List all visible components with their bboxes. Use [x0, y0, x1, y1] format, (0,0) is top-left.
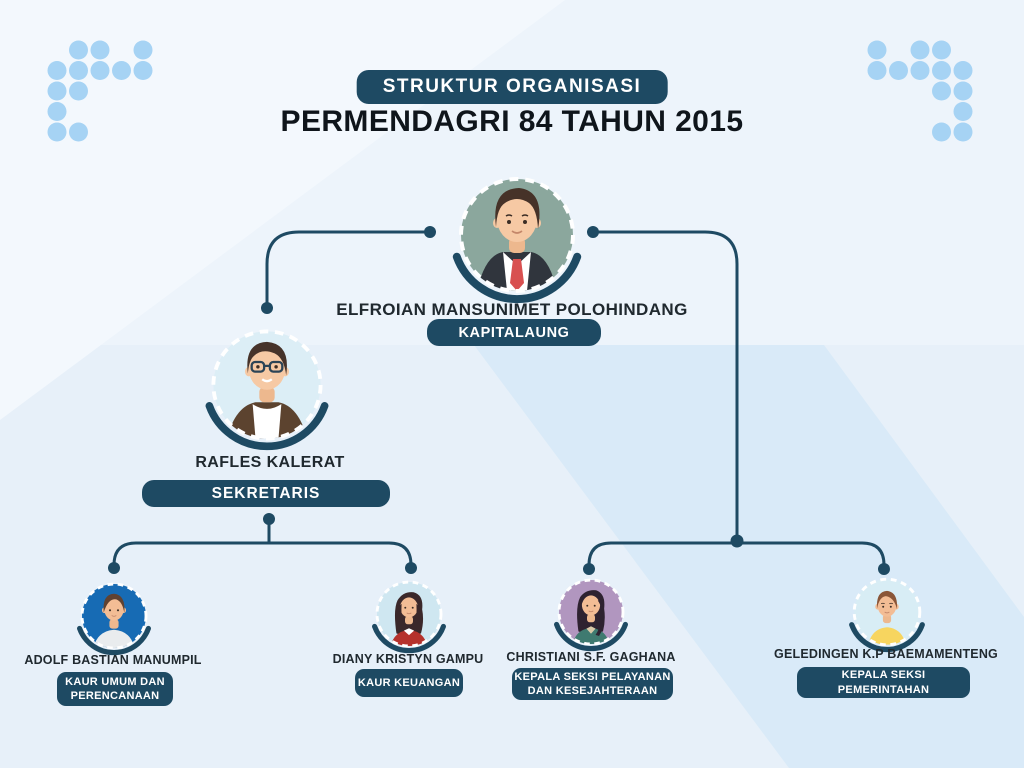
- role-badge-kapitalaung: KAPITALAUNG: [427, 319, 601, 346]
- role-badge-kaur-umum: KAUR UMUM DAN PERENCANAAN: [57, 672, 173, 706]
- avatar-kepala-seksi-pemerintahan: [846, 571, 928, 653]
- role-badge-sekretaris: SEKRETARIS: [142, 480, 390, 507]
- person-name-kaur-umum: ADOLF BASTIAN MANUMPIL: [24, 653, 202, 667]
- avatar-kaur-umum: [74, 576, 154, 656]
- role-badge-kepala-seksi-pelayanan: KEPALA SEKSI PELAYANAN DAN KESEJAHTERAAN: [512, 668, 673, 700]
- person-name-sekretaris: RAFLES KALERAT: [195, 454, 345, 471]
- avatar-sekretaris: [200, 318, 334, 452]
- role-badge-kepala-seksi-pemerintahan: KEPALA SEKSI PEMERINTAHAN: [797, 667, 970, 698]
- header-badge: STRUKTUR ORGANISASI: [357, 70, 668, 104]
- person-name-kaur-keuangan: DIANY KRISTYN GAMPU: [332, 652, 484, 666]
- avatar-kaur-keuangan: [369, 574, 449, 654]
- person-name-kepala-seksi-pemerintahan: GELEDINGEN K.P BAEMAMENTENG: [774, 647, 998, 661]
- avatar-kepala-seksi-pelayanan: [551, 572, 631, 652]
- avatar-kapitalaung: [447, 165, 587, 305]
- person-name-kapitalaung: ELFROIAN MANSUNIMET POLOHINDANG: [336, 300, 688, 319]
- person-name-kepala-seksi-pelayanan: CHRISTIANI S.F. GAGHANA: [506, 650, 676, 664]
- role-badge-kaur-keuangan: KAUR KEUANGAN: [355, 669, 463, 697]
- header-title: PERMENDAGRI 84 TAHUN 2015: [280, 105, 744, 138]
